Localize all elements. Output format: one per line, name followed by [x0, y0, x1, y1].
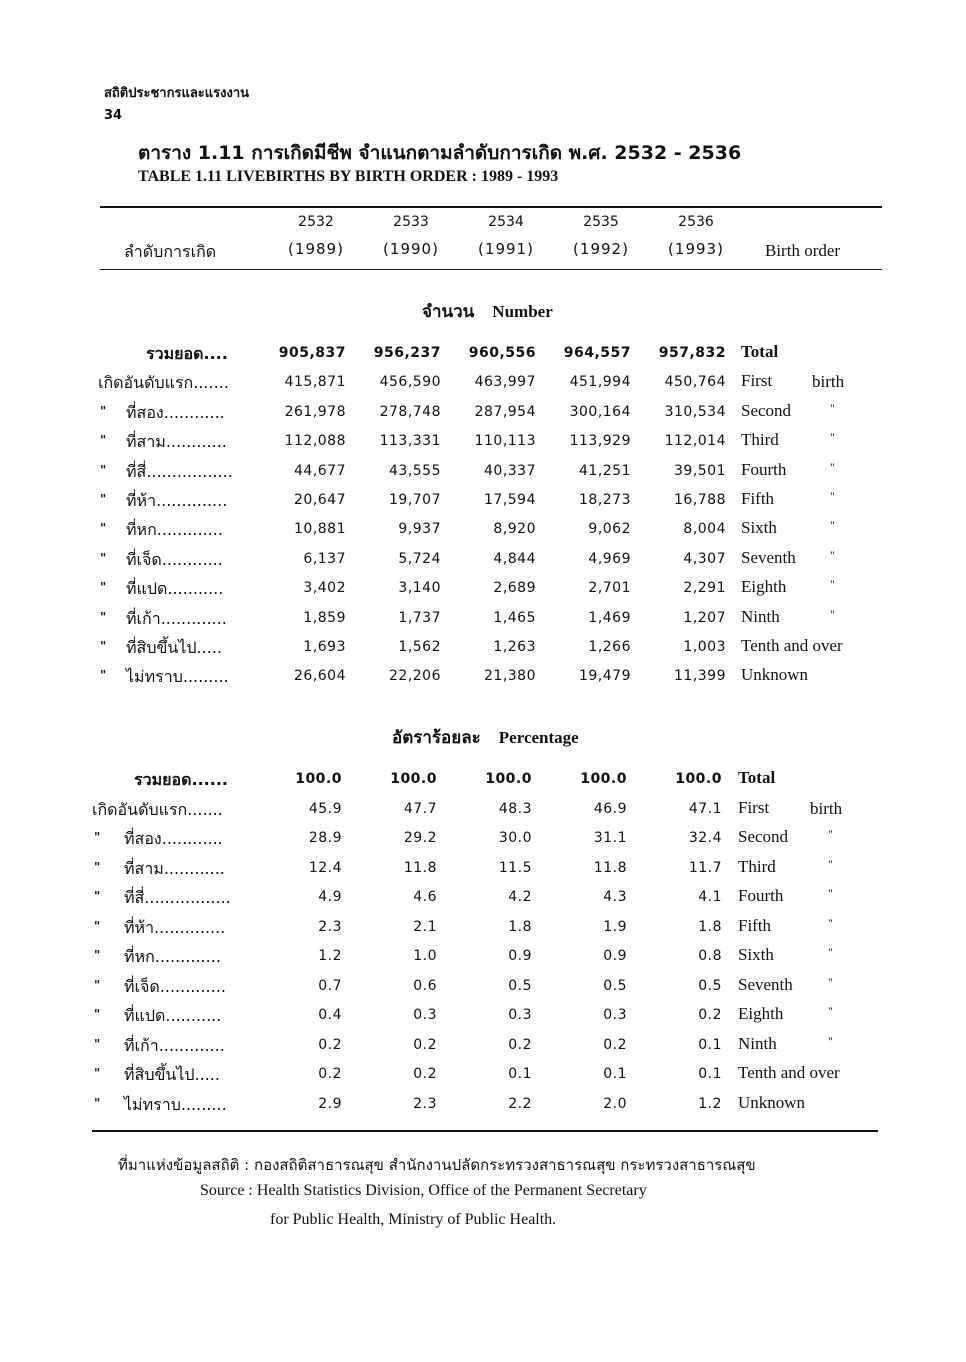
- table-row: [0, 518, 966, 546]
- cell-value: 1,207: [683, 609, 726, 626]
- ditto-mark: ": [828, 827, 833, 841]
- row-label-thai: ที่สี่.................: [124, 888, 231, 907]
- cell-value: 1,266: [588, 639, 631, 655]
- table-row: [0, 342, 966, 370]
- row-label-english: Seventh: [741, 547, 796, 567]
- row-label-thai: ที่แปด...........: [126, 579, 224, 599]
- table-row: [0, 886, 966, 914]
- row-label-thai: รวมยอด....: [146, 344, 228, 363]
- cell-value: 0.5: [508, 977, 532, 994]
- cell-value: 3,140: [398, 580, 441, 597]
- source-note-thai: ที่มาแห่งข้อมูลสถิติ : กองสถิติสาธารณสุข สำนักงานปลัดกระทรวงสาธารณสุข กระทรวงสาธารณสุข: [118, 1156, 756, 1174]
- cell-value: 0.2: [603, 1036, 627, 1053]
- cell-value: 9,062: [588, 521, 631, 538]
- row-label-thai: เกิดอันดับแรก.......: [98, 373, 229, 393]
- row-label-thai: ที่เจ็ด............: [126, 549, 223, 569]
- section-title-thai: จำนวน: [422, 302, 475, 322]
- row-label-thai: ที่แปด...........: [124, 1006, 222, 1025]
- cell-value: 30.0: [498, 830, 532, 846]
- ditto-mark: ": [830, 577, 835, 592]
- cell-value: 463,997: [474, 374, 536, 391]
- cell-value: 4.1: [698, 889, 722, 905]
- cell-value: 31.1: [593, 830, 627, 846]
- table-title-thai: ตาราง 1.11 การเกิดมีชีพ จำแนกตามลำดับการเกิด พ.ศ. 2532 - 2536: [138, 142, 742, 164]
- source-note-english-line1: Source : Health Statistics Division, Office of the Permanent Secretary: [200, 1182, 647, 1199]
- cell-value: 4.6: [413, 889, 437, 905]
- cell-value: 1,693: [303, 639, 346, 655]
- row-label-english: Second: [741, 400, 792, 420]
- cell-value: 956,237: [373, 345, 441, 361]
- ditto-mark: ": [94, 889, 101, 903]
- row-label-thai: ที่ห้า..............: [126, 491, 228, 510]
- cell-value: 278,748: [379, 403, 441, 420]
- cell-value: 18,273: [579, 492, 631, 508]
- cell-value: 113,331: [379, 433, 441, 450]
- row-label-thai: ที่สิบขึ้นไป.....: [126, 638, 222, 657]
- cell-value: 11.8: [593, 859, 627, 876]
- table-row: [0, 975, 966, 1003]
- cell-value: 0.7: [318, 977, 342, 994]
- cell-value: 2.3: [413, 1095, 437, 1112]
- cell-value: 100.0: [485, 771, 532, 787]
- ditto-mark: ": [828, 886, 833, 900]
- cell-value: 0.6: [413, 977, 437, 994]
- cell-value: 17,594: [484, 492, 536, 508]
- cell-value: 0.4: [318, 1007, 342, 1023]
- cell-value: 1.9: [603, 918, 627, 935]
- ditto-mark: ": [100, 521, 107, 536]
- row-label-thai: ที่สิบขึ้นไป.....: [124, 1065, 220, 1084]
- cell-value: 4.2: [508, 889, 532, 905]
- row-label-thai: ที่หก.............: [126, 520, 223, 540]
- cell-value: 10,881: [294, 521, 346, 538]
- table-row: [0, 636, 966, 664]
- row-label-thai: ที่เก้า.............: [124, 1035, 225, 1055]
- cell-value: 0.2: [318, 1066, 342, 1082]
- row-label-thai: ที่เจ็ด.............: [124, 976, 226, 996]
- table-row: [0, 548, 966, 576]
- cell-value: 46.9: [593, 800, 627, 817]
- table-row: [0, 460, 966, 488]
- cell-value: 287,954: [474, 403, 536, 420]
- cell-value: 1,737: [398, 609, 441, 626]
- row-label-suffix: birth: [810, 798, 843, 818]
- ditto-mark: ": [100, 462, 107, 477]
- cell-value: 0.3: [413, 1007, 437, 1023]
- header-year-ce: (1989): [288, 240, 344, 258]
- ditto-mark: ": [94, 977, 101, 992]
- cell-value: 19,707: [389, 492, 441, 508]
- header-year-be: 2533: [393, 214, 429, 230]
- table-row: [0, 798, 966, 826]
- row-label-english: Fifth: [741, 489, 775, 508]
- section-title-english: Number: [492, 302, 553, 321]
- source-note-english-line2: for Public Health, Ministry of Public Health.: [270, 1211, 557, 1228]
- cell-value: 4.3: [603, 889, 627, 905]
- row-label-english: Fourth: [741, 459, 787, 479]
- cell-value: 4.9: [318, 889, 342, 905]
- table-bottom-rule: [92, 1130, 878, 1132]
- cell-value: 0.2: [318, 1036, 342, 1053]
- header-year-be: 2532: [298, 214, 334, 230]
- cell-value: 48.3: [498, 800, 532, 817]
- cell-value: 1,465: [493, 609, 536, 626]
- row-label-english: Sixth: [738, 945, 774, 964]
- row-label-suffix: birth: [812, 372, 845, 392]
- cell-value: 0.5: [698, 977, 722, 994]
- cell-value: 19,479: [579, 668, 631, 685]
- ditto-mark: ": [94, 1066, 101, 1080]
- cell-value: 43,555: [389, 462, 441, 479]
- row-label-thai: ที่สอง............: [124, 829, 223, 848]
- header-year-ce: (1993): [668, 240, 724, 258]
- cell-value: 41,251: [579, 462, 631, 479]
- row-label-english: Eighth: [738, 1004, 784, 1023]
- table-title-english: TABLE 1.11 LIVEBIRTHS BY BIRTH ORDER : 1989 - 1993: [138, 168, 559, 185]
- cell-value: 2,291: [683, 580, 726, 597]
- table-row: [0, 371, 966, 399]
- row-label-thai: เกิดอันดับแรก.......: [92, 799, 223, 819]
- cell-value: 47.7: [403, 800, 437, 817]
- cell-value: 113,929: [569, 433, 631, 450]
- cell-value: 8,920: [493, 521, 536, 538]
- row-label-thai: ที่ห้า..............: [124, 917, 226, 937]
- row-label-english: Ninth: [741, 606, 780, 626]
- cell-value: 2.9: [318, 1095, 342, 1112]
- ditto-mark: ": [830, 400, 835, 415]
- header-year-ce: (1991): [478, 240, 534, 258]
- cell-value: 0.2: [413, 1036, 437, 1053]
- running-head: สถิติประชากรและแรงงาน: [104, 86, 250, 101]
- row-label-english: Eighth: [741, 577, 787, 597]
- cell-value: 40,337: [484, 462, 536, 479]
- cell-value: 0.1: [508, 1066, 532, 1082]
- row-label-english: Second: [738, 827, 789, 846]
- section-title-thai: อัตราร้อยละ: [392, 728, 481, 748]
- cell-value: 16,788: [674, 492, 726, 508]
- ditto-mark: ": [94, 859, 101, 874]
- cell-value: 415,871: [284, 374, 346, 391]
- ditto-mark: ": [830, 547, 835, 562]
- cell-value: 2,689: [493, 580, 536, 597]
- ditto-mark: ": [94, 1036, 101, 1051]
- ditto-mark: ": [830, 459, 835, 474]
- row-label-english: Third: [741, 430, 779, 450]
- table-top-rule: [100, 206, 882, 208]
- ditto-mark: ": [94, 830, 101, 844]
- table-row: [0, 1004, 966, 1032]
- cell-value: 11,399: [674, 668, 726, 685]
- cell-value: 4,844: [493, 550, 536, 567]
- row-label-english: First: [741, 371, 773, 391]
- cell-value: 1,859: [303, 609, 346, 626]
- cell-value: 1,469: [588, 609, 631, 626]
- cell-value: 12.4: [308, 859, 342, 876]
- cell-value: 0.5: [603, 977, 627, 994]
- ditto-mark: ": [830, 489, 835, 503]
- cell-value: 310,534: [664, 403, 726, 420]
- ditto-mark: ": [830, 606, 835, 621]
- ditto-mark: ": [830, 430, 835, 445]
- cell-value: 0.2: [698, 1007, 722, 1023]
- header-year-ce: (1992): [573, 240, 629, 258]
- cell-value: 112,014: [664, 433, 726, 450]
- ditto-mark: ": [828, 945, 833, 959]
- ditto-mark: ": [94, 1095, 101, 1110]
- row-label-english: First: [738, 797, 770, 817]
- row-label-english: Third: [738, 856, 776, 876]
- cell-value: 39,501: [674, 462, 726, 479]
- table-row: [0, 945, 966, 973]
- table-row: [0, 857, 966, 885]
- row-label-thai: ที่สี่.................: [126, 461, 233, 481]
- header-year-be: 2535: [583, 214, 619, 230]
- cell-value: 0.9: [603, 948, 627, 964]
- cell-value: 0.1: [603, 1066, 627, 1082]
- row-label-english: Seventh: [738, 974, 793, 994]
- cell-value: 0.1: [698, 1066, 722, 1082]
- cell-value: 45.9: [308, 800, 342, 817]
- cell-value: 2.0: [603, 1095, 627, 1112]
- cell-value: 4,969: [588, 550, 631, 567]
- cell-value: 456,590: [379, 374, 441, 391]
- cell-value: 1.0: [413, 948, 437, 964]
- table-row: [0, 916, 966, 944]
- ditto-mark: ": [100, 609, 107, 624]
- table-row: [0, 430, 966, 458]
- ditto-mark: ": [100, 639, 107, 653]
- header-year-ce: (1990): [383, 240, 439, 258]
- cell-value: 1,562: [398, 639, 441, 655]
- cell-value: 1,003: [683, 639, 726, 655]
- cell-value: 100.0: [390, 771, 437, 787]
- cell-value: 0.3: [603, 1007, 627, 1023]
- row-label-english: Total: [738, 768, 776, 787]
- cell-value: 32.4: [688, 830, 722, 846]
- table-row: [0, 1034, 966, 1062]
- cell-value: 112,088: [284, 433, 346, 450]
- cell-value: 1.2: [698, 1095, 722, 1112]
- cell-value: 3,402: [303, 580, 346, 597]
- cell-value: 22,206: [389, 668, 441, 685]
- table-row: [0, 401, 966, 429]
- table-row: [0, 1093, 966, 1121]
- row-label-thai: ที่สาม............: [124, 858, 225, 878]
- cell-value: 47.1: [688, 800, 722, 817]
- cell-value: 2.2: [508, 1095, 532, 1112]
- cell-value: 28.9: [308, 830, 342, 846]
- ditto-mark: ": [100, 433, 107, 448]
- ditto-mark: ": [94, 948, 101, 962]
- cell-value: 1.2: [318, 948, 342, 964]
- cell-value: 2,701: [588, 580, 631, 597]
- cell-value: 0.9: [508, 948, 532, 964]
- cell-value: 905,837: [278, 345, 346, 361]
- row-label-thai: ที่สอง............: [126, 402, 225, 422]
- cell-value: 0.2: [413, 1066, 437, 1082]
- row-label-thai: ไม่ทราบ.........: [126, 667, 229, 687]
- row-label-thai: รวมยอด......: [134, 770, 228, 789]
- cell-value: 44,677: [294, 462, 346, 479]
- row-label-english: Unknown: [741, 665, 809, 685]
- cell-value: 100.0: [580, 771, 627, 787]
- cell-value: 300,164: [569, 403, 631, 420]
- cell-value: 960,556: [468, 345, 536, 361]
- ditto-mark: ": [100, 580, 107, 595]
- table-row: [0, 489, 966, 517]
- row-label-english: Tenth and over: [738, 1063, 840, 1082]
- table-row: [0, 827, 966, 855]
- cell-value: 26,604: [294, 668, 346, 685]
- cell-value: 450,764: [664, 374, 726, 391]
- section-title-number: [422, 298, 553, 325]
- ditto-mark: ": [94, 918, 101, 933]
- cell-value: 11.8: [403, 859, 437, 876]
- cell-value: 100.0: [675, 771, 722, 787]
- cell-value: 0.2: [508, 1036, 532, 1053]
- page-number: 34: [104, 108, 123, 123]
- ditto-mark: ": [828, 974, 833, 989]
- section-title-english: Percentage: [498, 728, 579, 747]
- cell-value: 0.3: [508, 1007, 532, 1023]
- table-row: [0, 607, 966, 635]
- row-label-english: Total: [741, 342, 779, 361]
- cell-value: 0.8: [698, 948, 722, 964]
- cell-value: 21,380: [484, 668, 536, 685]
- table-row: [0, 665, 966, 693]
- table-row: [0, 768, 966, 796]
- cell-value: 451,994: [569, 374, 631, 391]
- cell-value: 100.0: [295, 771, 342, 787]
- row-label-english: Fifth: [738, 915, 772, 935]
- row-label-thai: ที่สาม............: [126, 432, 227, 452]
- row-label-english: Tenth and over: [741, 636, 843, 655]
- ditto-mark: ": [100, 403, 107, 418]
- cell-value: 261,978: [284, 403, 346, 420]
- cell-value: 110,113: [474, 433, 536, 450]
- cell-value: 29.2: [403, 830, 437, 846]
- cell-value: 1.8: [698, 918, 722, 935]
- cell-value: 11.5: [498, 859, 532, 876]
- cell-value: 0.1: [698, 1036, 722, 1053]
- header-birth-order-english: Birth order: [765, 241, 841, 260]
- row-label-english: Fourth: [738, 886, 784, 905]
- cell-value: 6,137: [303, 550, 346, 567]
- cell-value: 4,307: [683, 550, 726, 567]
- ditto-mark: ": [830, 518, 835, 533]
- ditto-mark: ": [828, 1004, 833, 1018]
- cell-value: 1,263: [493, 639, 536, 655]
- table-row: [0, 1063, 966, 1091]
- row-label-thai: ไม่ทราบ.........: [124, 1094, 227, 1114]
- cell-value: 1.8: [508, 918, 532, 935]
- ditto-mark: ": [100, 668, 107, 683]
- cell-value: 11.7: [688, 859, 722, 876]
- ditto-mark: ": [828, 1033, 833, 1048]
- ditto-mark: ": [100, 492, 107, 506]
- header-year-be: 2534: [488, 214, 524, 230]
- ditto-mark: ": [828, 856, 833, 871]
- cell-value: 20,647: [294, 492, 346, 508]
- section-title-percentage: [392, 724, 579, 751]
- cell-value: 957,832: [658, 345, 726, 361]
- ditto-mark: ": [828, 915, 833, 930]
- cell-value: 2.1: [413, 918, 437, 935]
- table-row: [0, 577, 966, 605]
- cell-value: 5,724: [398, 550, 441, 567]
- ditto-mark: ": [100, 550, 107, 565]
- row-label-english: Sixth: [741, 518, 777, 538]
- ditto-mark: ": [94, 1007, 101, 1021]
- row-label-english: Unknown: [738, 1092, 806, 1112]
- cell-value: 9,937: [398, 521, 441, 538]
- row-label-thai: ที่หก.............: [124, 947, 221, 966]
- header-birth-order-thai: ลำดับการเกิด: [124, 242, 217, 261]
- header-bottom-rule: [100, 269, 882, 270]
- cell-value: 8,004: [683, 521, 726, 538]
- cell-value: 2.3: [318, 918, 342, 935]
- cell-value: 964,557: [563, 345, 631, 361]
- row-label-english: Ninth: [738, 1033, 777, 1053]
- header-year-be: 2536: [678, 214, 714, 230]
- row-label-thai: ที่เก้า.............: [126, 608, 227, 628]
